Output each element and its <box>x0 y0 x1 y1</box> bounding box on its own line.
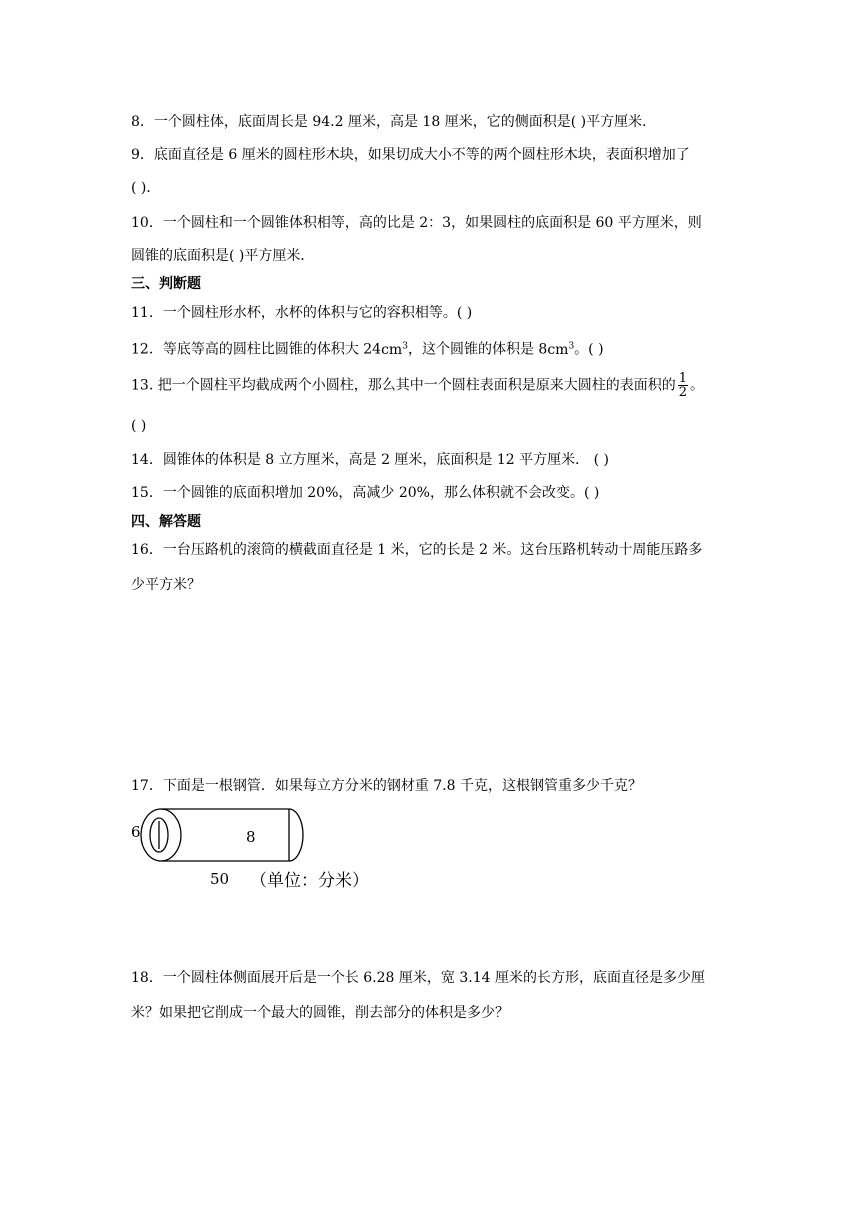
question-10-text-2: 圆锥的底面积是( )平方厘米． <box>131 248 315 264</box>
question-18-line-1 <box>131 968 705 988</box>
question-12-text-3: 。( ) <box>574 341 604 358</box>
question-12 <box>131 336 604 360</box>
question-16-text-2: 少平方米？ <box>131 577 201 593</box>
question-9-text: 9．底面直径是 6 厘米的圆柱形木块，如果切成大小不等的两个圆柱形木块，表面积增加了 <box>131 147 690 163</box>
question-13-line-2 <box>131 416 146 436</box>
question-10-line-1 <box>131 213 702 233</box>
section-4-heading: 四、解答题 <box>131 514 201 530</box>
question-10-text: 10．一个圆柱和一个圆锥体积相等，高的比是 2：3，如果圆柱的底面积是 60 平方厘米，则 <box>131 215 702 231</box>
question-13-end: 。 <box>690 377 704 394</box>
question-18-text: 18．一个圆柱体侧面展开后是一个长 6.28 厘米，宽 3.14 厘米的长方形，底面直径是多少厘 <box>131 970 705 986</box>
question-14 <box>131 450 609 470</box>
question-8 <box>131 112 656 132</box>
question-18-text-2: 米？如果把它削成一个最大的圆锥，削去部分的体积是多少？ <box>131 1005 509 1021</box>
question-18-line-2 <box>131 1003 509 1023</box>
question-9-line-1 <box>131 145 690 165</box>
question-17-text: 17．下面是一根钢管．如果每立方分米的钢材重 7.8 千克，这根钢管重多少千克？ <box>131 778 642 794</box>
question-9-blank: ( )． <box>131 180 161 196</box>
question-9-line-2 <box>131 178 160 198</box>
steel-pipe-figure <box>126 806 386 896</box>
question-16-line-1 <box>131 540 702 560</box>
question-13 <box>131 372 704 399</box>
pipe-drawing <box>126 806 316 866</box>
question-15 <box>131 483 599 503</box>
question-14-text: 14．圆锥体的体积是 8 立方厘米，高是 2 厘米，底面积是 12 平方厘米． ( ) <box>131 452 609 468</box>
section-3-heading: 三、判断题 <box>131 276 201 292</box>
unit-cm3-2: $cm^3$ <box>547 341 575 358</box>
question-16-text: 16．一台压路机的滚筒的横截面直径是 1 米，它的长是 2 米。这台压路机转动十周能压路多 <box>131 542 703 558</box>
inner-diameter-label: 8 <box>246 828 256 846</box>
unit-label: （单位：分米） <box>250 871 369 891</box>
unit-cm3: $cm^3$ <box>381 341 408 358</box>
question-13-blank: ( ) <box>131 418 147 434</box>
question-13-text: 13. 把一个圆柱平均截成两个小圆柱，那么其中一个圆柱表面积是原来大圆柱的表面积的 <box>131 377 676 394</box>
fraction-one-half: $\frac{1}{2}$ <box>678 371 687 400</box>
question-16-line-2 <box>131 575 201 595</box>
question-15-text: 15．一个圆锥的底面积增加 20%，高减少 20%，那么体积就不会改变。( ) <box>131 485 600 501</box>
question-12-text-1: 12．等底等高的圆柱比圆锥的体积大 24 <box>131 341 382 358</box>
question-17 <box>131 776 642 796</box>
question-11-text: 11．一个圆柱形水杯，水杯的体积与它的容积相等。( ) <box>131 305 473 321</box>
question-12-text-2: ，这个圆锥的体积是 8 <box>407 341 548 358</box>
question-10-line-2 <box>131 246 314 266</box>
question-11 <box>131 303 472 323</box>
outer-diameter-label: 6 <box>131 823 141 841</box>
question-8-text: 8．一个圆柱体，底面周长是 94.2 厘米，高是 18 厘米，它的侧面积是( )平方厘米． <box>131 114 657 130</box>
length-label: 50 <box>210 870 230 888</box>
